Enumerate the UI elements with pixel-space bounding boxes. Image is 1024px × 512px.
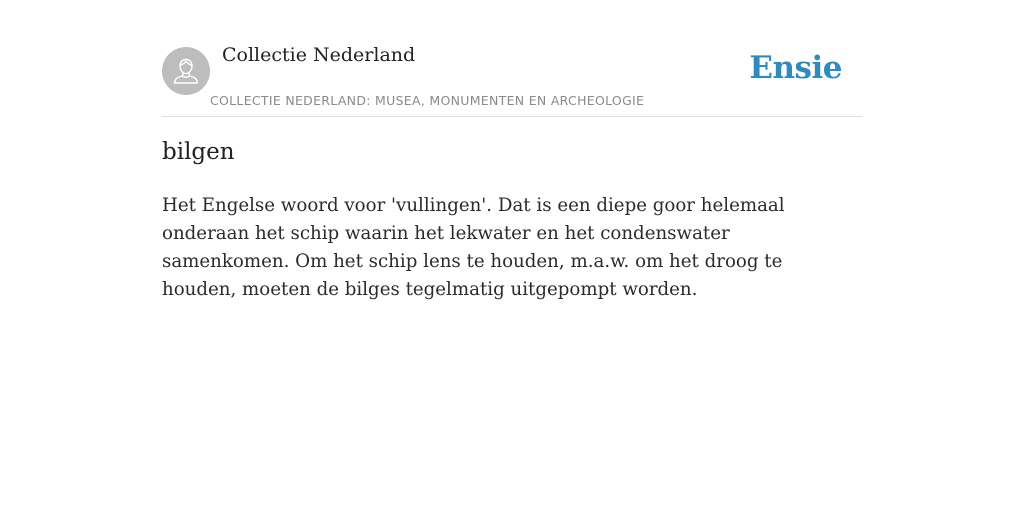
entry-definition: Het Engelse woord voor 'vullingen'. Dat is een diepe goor helemaal onderaan het schip waarin het lekwater en het condenswater samenkomen. Om het schip lens te houden, m.a.w. om het droog te houden, moeten de bilges tegelmatig uitgepompt worden. — [162, 195, 785, 300]
author-avatar[interactable] — [162, 47, 210, 95]
author-name[interactable]: Collectie Nederland — [222, 44, 416, 66]
entry-term: bilgen — [162, 139, 235, 165]
entry-header — [162, 0, 862, 117]
entry-card — [162, 0, 862, 300]
author-source: COLLECTIE NEDERLAND: MUSEA, MONUMENTEN EN ARCHEOLOGIE — [210, 93, 645, 108]
user-silhouette-icon — [162, 47, 210, 95]
ensie-logo-link[interactable]: Ensie — [749, 50, 842, 86]
